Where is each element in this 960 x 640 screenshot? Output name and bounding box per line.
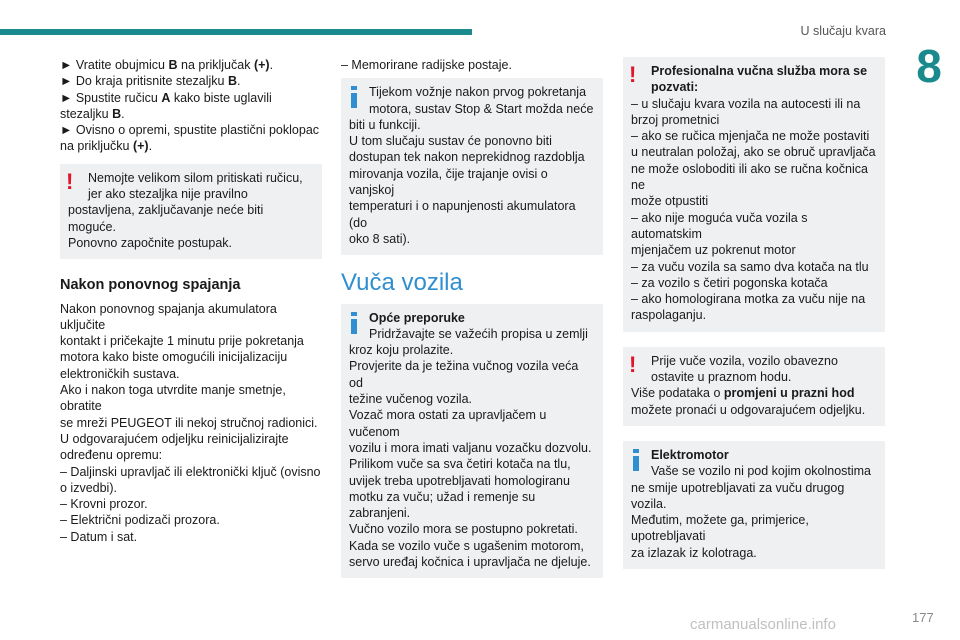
towing-heading: Vuča vozila [341,269,463,297]
step-2: ► Do kraja pritisnite stezaljku B. [60,74,241,89]
section-title: U slučaju kvara [800,24,886,38]
info-icon [347,85,361,109]
warning-box-neutral: ! Prije vuče vozila, vozilo obavezno ostavite u praznom hodu. Više podataka o promjeni u prazni hod možete pronaći u odgovarajućem odjeljku. [623,347,885,426]
steps-list [60,57,322,155]
exclamation-icon: ! [629,351,637,377]
info-box-stop-start: Tijekom vožnje nakon prvog pokretanja motora, sustav Stop & Start možda neće biti u funkciji. U tom slučaju sustav će ponovno biti dostupan tek nakon neprekidnog razdoblja mirovanja vozila, čije trajanje ovisi o vanjskoj temperaturi i o napunjenosti akumulatora (do oko 8 sati). [341,78,603,255]
watermark: carmanualsonline.info [690,616,836,633]
section-heading: Nakon ponovnog spajanja [60,277,241,294]
page-number: 177 [912,610,934,625]
step-1: ► Vratite obujmicu B na priključak (+). [60,58,274,72]
step-4: ► Ovisno o opremi, spustite plastični poklopac na priključku (+). [60,123,320,154]
warning-box: ! Nemojte velikom silom pritiskati ručicu, jer ako stezaljka nije pravilno postavljena, zaključavanje neće biti moguće. Ponovno započnite postupak. [60,164,322,259]
exclamation-icon: ! [66,168,74,194]
info-icon [629,448,643,472]
dash-item: – Memorirane radijske postaje. [341,58,512,72]
info-icon [347,311,361,335]
warning-box-professional: ! Profesionalna vučna služba mora se pozvati: – u slučaju kvara vozila na autocesti ili na brzoj prometnici – ako se ručica mjenjača ne može postaviti u neutralan položaj, ako se obruč upravljača ne može osloboditi ili ako se ručna kočnica ne može otpustiti – ako nije moguća vuča vozila s automatskim mjenjačem uz pokrenut motor – za vuču vozila sa samo dva kotača na tlu – za vozilo s četiri pogonska kotača – ako homologirana motka za vuču nije na raspolaganju. [623,57,885,332]
info-box-general: Opće preporuke Pridržavajte se važećih propisa u zemlji kroz koju prolazite. Provjerite da je težina vučnog vozila veća od težine vučenog vozila. Vozač mora ostati za upravljačem u vučenom vozilu i mora imati valjanu vozačku dozvolu. Prilikom vuče sa sva četiri kotača na tlu, uvijek treba upotrebljavati homologiranu motku za vuču; užad i remenje su zabranjeni. Vučno vozilo mora se postupno pokretati. Kada se vozilo vuče s ugašenim motorom, servo uređaj kočnica i upravljača ne djeluje. [341,304,603,579]
chapter-number: 8 [916,40,942,92]
info-box-electric-motor: Elektromotor Vaše se vozilo ni pod kojim okolnostima ne smije upotrebljavati za vuču drugog vozila. Međutim, možete ga, primjerice, upotrebljavati za izlazak iz kolotraga. [623,441,885,569]
body-text: Nakon ponovnog spajanja akumulatora uključite kontakt i pričekajte 1 minutu prije pokretanja motora kako biste omogućili inicijalizaciju elektroničkih sustava. Ako i nakon toga utvrdite manje smetnje, obratite se mreži PEUGEOT ili nekoj stručnoj radionici. U odgovarajućem odjeljku reinicijalizirajte određenu opremu: – Daljinski upravljač ili elektronički ključ (ovisno o izvedbi). – Krovni prozor. – Električni podizači prozora. – Datum i sat. [60,301,321,544]
column-2 [341,57,603,578]
exclamation-icon: ! [629,62,637,87]
step-3: ► Spustite ručicu A kako biste uglavili stezaljku B. [60,90,272,121]
column-1 [60,57,322,545]
header-accent-bar [0,29,472,35]
column-3 [623,57,885,569]
